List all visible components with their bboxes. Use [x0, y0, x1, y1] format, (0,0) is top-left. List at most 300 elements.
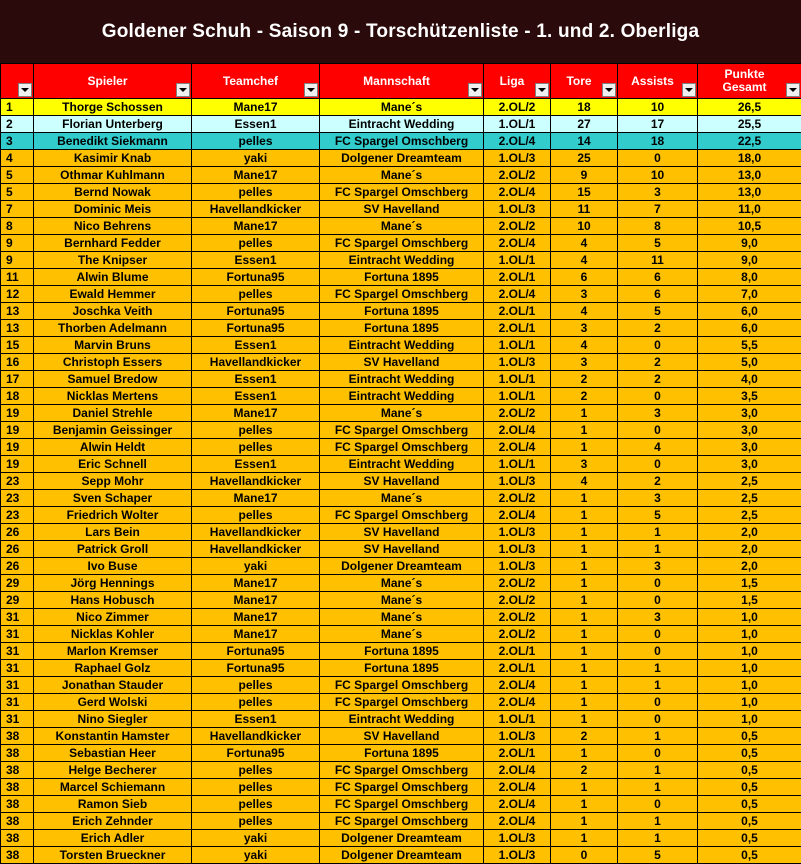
- cell-assists[interactable]: 0: [618, 643, 698, 660]
- cell-tore[interactable]: 1: [551, 439, 618, 456]
- cell-teamchef[interactable]: Essen1: [192, 337, 320, 354]
- cell-spieler[interactable]: Marlon Kremser: [34, 643, 192, 660]
- cell-assists[interactable]: 0: [618, 745, 698, 762]
- cell-spieler[interactable]: Ramon Sieb: [34, 796, 192, 813]
- cell-teamchef[interactable]: Essen1: [192, 371, 320, 388]
- cell-spieler[interactable]: Gerd Wolski: [34, 694, 192, 711]
- cell-assists[interactable]: 0: [618, 337, 698, 354]
- cell-assists[interactable]: 0: [618, 626, 698, 643]
- cell-tore[interactable]: 0: [551, 847, 618, 864]
- cell-rank[interactable]: 13: [1, 320, 34, 337]
- cell-punkte[interactable]: 0,5: [698, 745, 801, 762]
- cell-spieler[interactable]: Nicklas Kohler: [34, 626, 192, 643]
- cell-tore[interactable]: 11: [551, 201, 618, 218]
- cell-punkte[interactable]: 5,5: [698, 337, 801, 354]
- cell-liga[interactable]: 1.OL/1: [484, 388, 551, 405]
- filter-dropdown-icon[interactable]: [18, 83, 32, 97]
- cell-liga[interactable]: 1.OL/1: [484, 116, 551, 133]
- cell-spieler[interactable]: Benjamin Geissinger: [34, 422, 192, 439]
- cell-assists[interactable]: 5: [618, 507, 698, 524]
- cell-liga[interactable]: 2.OL/2: [484, 626, 551, 643]
- cell-mannschaft[interactable]: Mane´s: [320, 626, 484, 643]
- cell-punkte[interactable]: 0,5: [698, 762, 801, 779]
- cell-tore[interactable]: 4: [551, 235, 618, 252]
- cell-assists[interactable]: 2: [618, 371, 698, 388]
- cell-assists[interactable]: 1: [618, 677, 698, 694]
- cell-rank[interactable]: 31: [1, 660, 34, 677]
- cell-assists[interactable]: 11: [618, 252, 698, 269]
- cell-spieler[interactable]: Bernhard Fedder: [34, 235, 192, 252]
- cell-mannschaft[interactable]: FC Spargel Omschberg: [320, 694, 484, 711]
- cell-spieler[interactable]: Jonathan Stauder: [34, 677, 192, 694]
- cell-tore[interactable]: 2: [551, 371, 618, 388]
- cell-assists[interactable]: 0: [618, 694, 698, 711]
- cell-mannschaft[interactable]: Fortuna 1895: [320, 269, 484, 286]
- cell-mannschaft[interactable]: SV Havelland: [320, 354, 484, 371]
- filter-dropdown-icon[interactable]: [602, 83, 616, 97]
- cell-liga[interactable]: 1.OL/1: [484, 252, 551, 269]
- cell-assists[interactable]: 1: [618, 813, 698, 830]
- cell-spieler[interactable]: Nico Zimmer: [34, 609, 192, 626]
- cell-tore[interactable]: 1: [551, 813, 618, 830]
- cell-punkte[interactable]: 1,0: [698, 609, 801, 626]
- cell-teamchef[interactable]: pelles: [192, 813, 320, 830]
- cell-liga[interactable]: 2.OL/4: [484, 779, 551, 796]
- cell-teamchef[interactable]: Fortuna95: [192, 320, 320, 337]
- cell-punkte[interactable]: 0,5: [698, 728, 801, 745]
- cell-punkte[interactable]: 11,0: [698, 201, 801, 218]
- cell-punkte[interactable]: 1,0: [698, 626, 801, 643]
- cell-rank[interactable]: 31: [1, 694, 34, 711]
- cell-assists[interactable]: 1: [618, 779, 698, 796]
- cell-assists[interactable]: 1: [618, 728, 698, 745]
- cell-teamchef[interactable]: Essen1: [192, 711, 320, 728]
- cell-spieler[interactable]: Othmar Kuhlmann: [34, 167, 192, 184]
- cell-teamchef[interactable]: yaki: [192, 150, 320, 167]
- cell-assists[interactable]: 2: [618, 320, 698, 337]
- cell-liga[interactable]: 2.OL/4: [484, 286, 551, 303]
- cell-assists[interactable]: 0: [618, 711, 698, 728]
- cell-assists[interactable]: 3: [618, 609, 698, 626]
- cell-tore[interactable]: 1: [551, 609, 618, 626]
- cell-rank[interactable]: 38: [1, 830, 34, 847]
- cell-mannschaft[interactable]: Eintracht Wedding: [320, 252, 484, 269]
- cell-teamchef[interactable]: Havellandkicker: [192, 473, 320, 490]
- cell-punkte[interactable]: 25,5: [698, 116, 801, 133]
- cell-mannschaft[interactable]: Mane´s: [320, 592, 484, 609]
- cell-spieler[interactable]: Samuel Bredow: [34, 371, 192, 388]
- cell-mannschaft[interactable]: Dolgener Dreamteam: [320, 150, 484, 167]
- cell-spieler[interactable]: Alwin Heldt: [34, 439, 192, 456]
- cell-tore[interactable]: 4: [551, 303, 618, 320]
- cell-spieler[interactable]: Bernd Nowak: [34, 184, 192, 201]
- cell-spieler[interactable]: Friedrich Wolter: [34, 507, 192, 524]
- cell-mannschaft[interactable]: Dolgener Dreamteam: [320, 830, 484, 847]
- cell-spieler[interactable]: Sepp Mohr: [34, 473, 192, 490]
- cell-spieler[interactable]: Florian Unterberg: [34, 116, 192, 133]
- cell-liga[interactable]: 1.OL/3: [484, 524, 551, 541]
- cell-mannschaft[interactable]: Eintracht Wedding: [320, 388, 484, 405]
- cell-teamchef[interactable]: Mane17: [192, 167, 320, 184]
- cell-tore[interactable]: 1: [551, 524, 618, 541]
- cell-rank[interactable]: 38: [1, 813, 34, 830]
- cell-tore[interactable]: 1: [551, 745, 618, 762]
- cell-spieler[interactable]: Benedikt Siekmann: [34, 133, 192, 150]
- cell-tore[interactable]: 1: [551, 575, 618, 592]
- cell-rank[interactable]: 13: [1, 303, 34, 320]
- cell-punkte[interactable]: 3,0: [698, 422, 801, 439]
- filter-dropdown-icon[interactable]: [304, 83, 318, 97]
- cell-mannschaft[interactable]: FC Spargel Omschberg: [320, 507, 484, 524]
- cell-rank[interactable]: 23: [1, 473, 34, 490]
- cell-liga[interactable]: 2.OL/4: [484, 439, 551, 456]
- filter-dropdown-icon[interactable]: [176, 83, 190, 97]
- cell-tore[interactable]: 4: [551, 473, 618, 490]
- cell-spieler[interactable]: Eric Schnell: [34, 456, 192, 473]
- cell-rank[interactable]: 1: [1, 99, 34, 116]
- cell-tore[interactable]: 1: [551, 660, 618, 677]
- cell-punkte[interactable]: 2,0: [698, 524, 801, 541]
- cell-liga[interactable]: 2.OL/2: [484, 575, 551, 592]
- cell-rank[interactable]: 11: [1, 269, 34, 286]
- cell-mannschaft[interactable]: Fortuna 1895: [320, 303, 484, 320]
- cell-rank[interactable]: 26: [1, 524, 34, 541]
- cell-teamchef[interactable]: Fortuna95: [192, 745, 320, 762]
- cell-rank[interactable]: 9: [1, 235, 34, 252]
- cell-punkte[interactable]: 22,5: [698, 133, 801, 150]
- cell-rank[interactable]: 15: [1, 337, 34, 354]
- cell-teamchef[interactable]: Mane17: [192, 490, 320, 507]
- cell-punkte[interactable]: 1,0: [698, 711, 801, 728]
- cell-mannschaft[interactable]: SV Havelland: [320, 201, 484, 218]
- cell-assists[interactable]: 0: [618, 575, 698, 592]
- cell-mannschaft[interactable]: SV Havelland: [320, 524, 484, 541]
- cell-assists[interactable]: 2: [618, 473, 698, 490]
- cell-assists[interactable]: 1: [618, 541, 698, 558]
- cell-spieler[interactable]: Kasimir Knab: [34, 150, 192, 167]
- cell-teamchef[interactable]: pelles: [192, 422, 320, 439]
- cell-teamchef[interactable]: Havellandkicker: [192, 354, 320, 371]
- cell-punkte[interactable]: 4,0: [698, 371, 801, 388]
- cell-liga[interactable]: 1.OL/1: [484, 337, 551, 354]
- cell-assists[interactable]: 0: [618, 150, 698, 167]
- cell-mannschaft[interactable]: Mane´s: [320, 405, 484, 422]
- cell-liga[interactable]: 2.OL/4: [484, 422, 551, 439]
- cell-mannschaft[interactable]: FC Spargel Omschberg: [320, 762, 484, 779]
- cell-tore[interactable]: 25: [551, 150, 618, 167]
- cell-spieler[interactable]: Marcel Schiemann: [34, 779, 192, 796]
- cell-liga[interactable]: 2.OL/1: [484, 745, 551, 762]
- cell-punkte[interactable]: 1,0: [698, 643, 801, 660]
- cell-teamchef[interactable]: Fortuna95: [192, 303, 320, 320]
- cell-tore[interactable]: 4: [551, 337, 618, 354]
- cell-assists[interactable]: 3: [618, 405, 698, 422]
- cell-liga[interactable]: 1.OL/1: [484, 371, 551, 388]
- cell-tore[interactable]: 1: [551, 405, 618, 422]
- cell-spieler[interactable]: Konstantin Hamster: [34, 728, 192, 745]
- cell-tore[interactable]: 1: [551, 422, 618, 439]
- cell-teamchef[interactable]: yaki: [192, 558, 320, 575]
- cell-liga[interactable]: 1.OL/3: [484, 830, 551, 847]
- cell-punkte[interactable]: 2,5: [698, 507, 801, 524]
- cell-liga[interactable]: 2.OL/1: [484, 660, 551, 677]
- cell-teamchef[interactable]: pelles: [192, 286, 320, 303]
- cell-rank[interactable]: 19: [1, 422, 34, 439]
- cell-liga[interactable]: 2.OL/2: [484, 592, 551, 609]
- cell-liga[interactable]: 1.OL/3: [484, 847, 551, 864]
- cell-teamchef[interactable]: Essen1: [192, 116, 320, 133]
- cell-spieler[interactable]: Hans Hobusch: [34, 592, 192, 609]
- cell-mannschaft[interactable]: SV Havelland: [320, 728, 484, 745]
- cell-rank[interactable]: 26: [1, 541, 34, 558]
- cell-spieler[interactable]: Sebastian Heer: [34, 745, 192, 762]
- cell-mannschaft[interactable]: Eintracht Wedding: [320, 711, 484, 728]
- cell-mannschaft[interactable]: FC Spargel Omschberg: [320, 286, 484, 303]
- cell-punkte[interactable]: 2,5: [698, 490, 801, 507]
- cell-assists[interactable]: 0: [618, 796, 698, 813]
- cell-punkte[interactable]: 8,0: [698, 269, 801, 286]
- cell-mannschaft[interactable]: FC Spargel Omschberg: [320, 422, 484, 439]
- cell-teamchef[interactable]: pelles: [192, 694, 320, 711]
- cell-punkte[interactable]: 0,5: [698, 847, 801, 864]
- cell-mannschaft[interactable]: FC Spargel Omschberg: [320, 133, 484, 150]
- cell-mannschaft[interactable]: Mane´s: [320, 575, 484, 592]
- cell-mannschaft[interactable]: Eintracht Wedding: [320, 337, 484, 354]
- cell-rank[interactable]: 16: [1, 354, 34, 371]
- cell-teamchef[interactable]: Havellandkicker: [192, 541, 320, 558]
- cell-spieler[interactable]: Patrick Groll: [34, 541, 192, 558]
- cell-assists[interactable]: 1: [618, 660, 698, 677]
- cell-liga[interactable]: 2.OL/4: [484, 813, 551, 830]
- cell-teamchef[interactable]: Mane17: [192, 575, 320, 592]
- cell-mannschaft[interactable]: FC Spargel Omschberg: [320, 184, 484, 201]
- cell-tore[interactable]: 2: [551, 728, 618, 745]
- cell-teamchef[interactable]: pelles: [192, 779, 320, 796]
- cell-assists[interactable]: 0: [618, 456, 698, 473]
- cell-liga[interactable]: 1.OL/3: [484, 201, 551, 218]
- cell-teamchef[interactable]: pelles: [192, 762, 320, 779]
- cell-teamchef[interactable]: Mane17: [192, 592, 320, 609]
- cell-rank[interactable]: 2: [1, 116, 34, 133]
- cell-liga[interactable]: 2.OL/4: [484, 133, 551, 150]
- cell-teamchef[interactable]: Fortuna95: [192, 660, 320, 677]
- cell-assists[interactable]: 3: [618, 184, 698, 201]
- cell-punkte[interactable]: 7,0: [698, 286, 801, 303]
- cell-punkte[interactable]: 0,5: [698, 796, 801, 813]
- cell-teamchef[interactable]: pelles: [192, 235, 320, 252]
- cell-tore[interactable]: 1: [551, 541, 618, 558]
- cell-assists[interactable]: 10: [618, 167, 698, 184]
- cell-punkte[interactable]: 1,5: [698, 592, 801, 609]
- cell-mannschaft[interactable]: Fortuna 1895: [320, 660, 484, 677]
- cell-assists[interactable]: 2: [618, 354, 698, 371]
- cell-assists[interactable]: 6: [618, 286, 698, 303]
- cell-spieler[interactable]: Nino Siegler: [34, 711, 192, 728]
- cell-spieler[interactable]: Erich Zehnder: [34, 813, 192, 830]
- cell-spieler[interactable]: Nicklas Mertens: [34, 388, 192, 405]
- cell-tore[interactable]: 10: [551, 218, 618, 235]
- cell-mannschaft[interactable]: FC Spargel Omschberg: [320, 677, 484, 694]
- cell-punkte[interactable]: 18,0: [698, 150, 801, 167]
- cell-liga[interactable]: 2.OL/4: [484, 762, 551, 779]
- cell-spieler[interactable]: Christoph Essers: [34, 354, 192, 371]
- cell-spieler[interactable]: Jörg Hennings: [34, 575, 192, 592]
- cell-punkte[interactable]: 3,0: [698, 405, 801, 422]
- cell-mannschaft[interactable]: FC Spargel Omschberg: [320, 813, 484, 830]
- cell-rank[interactable]: 26: [1, 558, 34, 575]
- cell-liga[interactable]: 2.OL/4: [484, 694, 551, 711]
- cell-liga[interactable]: 2.OL/2: [484, 609, 551, 626]
- cell-teamchef[interactable]: Essen1: [192, 456, 320, 473]
- cell-tore[interactable]: 1: [551, 558, 618, 575]
- cell-rank[interactable]: 38: [1, 796, 34, 813]
- cell-teamchef[interactable]: Mane17: [192, 609, 320, 626]
- cell-teamchef[interactable]: Havellandkicker: [192, 728, 320, 745]
- cell-teamchef[interactable]: pelles: [192, 507, 320, 524]
- cell-tore[interactable]: 3: [551, 456, 618, 473]
- cell-punkte[interactable]: 10,5: [698, 218, 801, 235]
- cell-rank[interactable]: 23: [1, 490, 34, 507]
- cell-rank[interactable]: 5: [1, 184, 34, 201]
- cell-punkte[interactable]: 1,0: [698, 660, 801, 677]
- cell-liga[interactable]: 1.OL/3: [484, 354, 551, 371]
- cell-tore[interactable]: 1: [551, 507, 618, 524]
- cell-assists[interactable]: 0: [618, 422, 698, 439]
- cell-assists[interactable]: 0: [618, 388, 698, 405]
- cell-liga[interactable]: 2.OL/1: [484, 643, 551, 660]
- cell-teamchef[interactable]: Mane17: [192, 218, 320, 235]
- cell-mannschaft[interactable]: Dolgener Dreamteam: [320, 558, 484, 575]
- cell-rank[interactable]: 12: [1, 286, 34, 303]
- cell-spieler[interactable]: Erich Adler: [34, 830, 192, 847]
- cell-rank[interactable]: 31: [1, 711, 34, 728]
- cell-tore[interactable]: 1: [551, 643, 618, 660]
- cell-punkte[interactable]: 3,5: [698, 388, 801, 405]
- cell-teamchef[interactable]: Mane17: [192, 405, 320, 422]
- cell-tore[interactable]: 1: [551, 711, 618, 728]
- cell-mannschaft[interactable]: FC Spargel Omschberg: [320, 779, 484, 796]
- cell-spieler[interactable]: Raphael Golz: [34, 660, 192, 677]
- cell-liga[interactable]: 2.OL/4: [484, 235, 551, 252]
- cell-spieler[interactable]: Torsten Brueckner: [34, 847, 192, 864]
- cell-spieler[interactable]: Joschka Veith: [34, 303, 192, 320]
- cell-spieler[interactable]: Thorge Schossen: [34, 99, 192, 116]
- cell-liga[interactable]: 2.OL/1: [484, 320, 551, 337]
- cell-punkte[interactable]: 1,0: [698, 677, 801, 694]
- cell-tore[interactable]: 9: [551, 167, 618, 184]
- cell-teamchef[interactable]: Mane17: [192, 626, 320, 643]
- cell-mannschaft[interactable]: SV Havelland: [320, 473, 484, 490]
- cell-rank[interactable]: 38: [1, 779, 34, 796]
- cell-mannschaft[interactable]: Eintracht Wedding: [320, 116, 484, 133]
- cell-mannschaft[interactable]: Eintracht Wedding: [320, 456, 484, 473]
- cell-tore[interactable]: 1: [551, 490, 618, 507]
- cell-rank[interactable]: 29: [1, 575, 34, 592]
- cell-punkte[interactable]: 3,0: [698, 439, 801, 456]
- cell-rank[interactable]: 9: [1, 252, 34, 269]
- cell-punkte[interactable]: 9,0: [698, 252, 801, 269]
- cell-spieler[interactable]: Marvin Bruns: [34, 337, 192, 354]
- cell-liga[interactable]: 1.OL/3: [484, 558, 551, 575]
- cell-assists[interactable]: 0: [618, 592, 698, 609]
- cell-assists[interactable]: 1: [618, 762, 698, 779]
- cell-assists[interactable]: 17: [618, 116, 698, 133]
- cell-spieler[interactable]: Thorben Adelmann: [34, 320, 192, 337]
- cell-punkte[interactable]: 0,5: [698, 830, 801, 847]
- cell-rank[interactable]: 19: [1, 439, 34, 456]
- cell-tore[interactable]: 1: [551, 779, 618, 796]
- cell-rank[interactable]: 38: [1, 745, 34, 762]
- cell-teamchef[interactable]: Essen1: [192, 252, 320, 269]
- cell-mannschaft[interactable]: Mane´s: [320, 490, 484, 507]
- cell-tore[interactable]: 3: [551, 354, 618, 371]
- cell-liga[interactable]: 1.OL/3: [484, 541, 551, 558]
- cell-punkte[interactable]: 6,0: [698, 303, 801, 320]
- cell-rank[interactable]: 38: [1, 762, 34, 779]
- cell-mannschaft[interactable]: Fortuna 1895: [320, 320, 484, 337]
- cell-liga[interactable]: 1.OL/3: [484, 150, 551, 167]
- cell-rank[interactable]: 38: [1, 728, 34, 745]
- cell-tore[interactable]: 1: [551, 592, 618, 609]
- cell-teamchef[interactable]: Havellandkicker: [192, 201, 320, 218]
- cell-liga[interactable]: 2.OL/4: [484, 796, 551, 813]
- cell-mannschaft[interactable]: Eintracht Wedding: [320, 371, 484, 388]
- cell-tore[interactable]: 27: [551, 116, 618, 133]
- cell-punkte[interactable]: 13,0: [698, 167, 801, 184]
- cell-rank[interactable]: 8: [1, 218, 34, 235]
- cell-teamchef[interactable]: Essen1: [192, 388, 320, 405]
- cell-spieler[interactable]: Lars Bein: [34, 524, 192, 541]
- cell-liga[interactable]: 2.OL/1: [484, 269, 551, 286]
- cell-spieler[interactable]: Dominic Meis: [34, 201, 192, 218]
- cell-mannschaft[interactable]: Mane´s: [320, 609, 484, 626]
- cell-tore[interactable]: 1: [551, 796, 618, 813]
- cell-tore[interactable]: 1: [551, 694, 618, 711]
- cell-assists[interactable]: 10: [618, 99, 698, 116]
- cell-rank[interactable]: 17: [1, 371, 34, 388]
- cell-punkte[interactable]: 9,0: [698, 235, 801, 252]
- cell-rank[interactable]: 31: [1, 643, 34, 660]
- cell-tore[interactable]: 14: [551, 133, 618, 150]
- cell-assists[interactable]: 5: [618, 303, 698, 320]
- filter-dropdown-icon[interactable]: [682, 83, 696, 97]
- cell-rank[interactable]: 31: [1, 677, 34, 694]
- cell-spieler[interactable]: The Knipser: [34, 252, 192, 269]
- cell-rank[interactable]: 23: [1, 507, 34, 524]
- cell-punkte[interactable]: 6,0: [698, 320, 801, 337]
- cell-liga[interactable]: 2.OL/1: [484, 303, 551, 320]
- cell-rank[interactable]: 7: [1, 201, 34, 218]
- cell-teamchef[interactable]: Havellandkicker: [192, 524, 320, 541]
- cell-spieler[interactable]: Ivo Buse: [34, 558, 192, 575]
- cell-punkte[interactable]: 26,5: [698, 99, 801, 116]
- cell-tore[interactable]: 3: [551, 286, 618, 303]
- filter-dropdown-icon[interactable]: [786, 83, 800, 97]
- cell-teamchef[interactable]: Fortuna95: [192, 269, 320, 286]
- cell-assists[interactable]: 7: [618, 201, 698, 218]
- cell-teamchef[interactable]: Mane17: [192, 99, 320, 116]
- filter-dropdown-icon[interactable]: [535, 83, 549, 97]
- cell-tore[interactable]: 1: [551, 677, 618, 694]
- cell-mannschaft[interactable]: Fortuna 1895: [320, 745, 484, 762]
- cell-assists[interactable]: 3: [618, 490, 698, 507]
- cell-mannschaft[interactable]: FC Spargel Omschberg: [320, 235, 484, 252]
- cell-spieler[interactable]: Alwin Blume: [34, 269, 192, 286]
- cell-teamchef[interactable]: yaki: [192, 847, 320, 864]
- filter-dropdown-icon[interactable]: [468, 83, 482, 97]
- cell-mannschaft[interactable]: FC Spargel Omschberg: [320, 439, 484, 456]
- cell-punkte[interactable]: 1,5: [698, 575, 801, 592]
